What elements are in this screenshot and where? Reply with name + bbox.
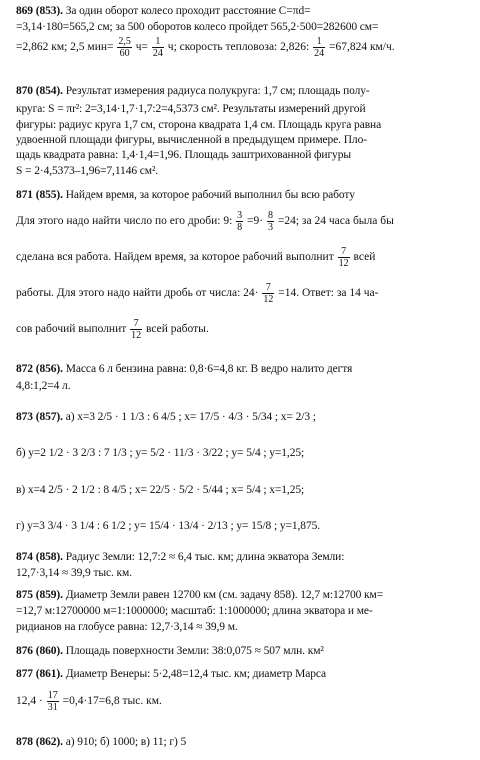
numerator: 2,5 — [118, 36, 131, 47]
numerator: 1 — [313, 36, 325, 48]
problem-number: 876 (860). — [16, 645, 63, 657]
numerator: 1 — [152, 36, 164, 48]
text: 12,4 · — [16, 695, 43, 708]
problem-874-line2: 12,7·3,14 ≈ 39,9 тыс. км. — [16, 567, 132, 579]
text: Площадь поверхности Земли: 38:0,075 ≈ 507 млн. км² — [65, 645, 324, 657]
problem-877-line1 — [16, 667, 326, 681]
fraction — [236, 210, 243, 233]
fraction — [47, 690, 59, 713]
text: =67,824 км/ч. — [328, 41, 395, 54]
problem-869-line3 — [16, 36, 395, 59]
text: а) 910; б) 1000; в) 11; г) 5 — [65, 736, 187, 748]
problem-875-line3: ридианов на глобусе равна: 12,7·3,14 ≈ 39,9 м. — [16, 621, 238, 633]
problem-870-line2: круга: S = πr²: 2=3,14·1,7·1,7:2=4,5373 см². Результаты измерений другой — [16, 103, 366, 115]
problem-875-line1 — [16, 588, 383, 602]
problem-number: 870 (854). — [16, 85, 63, 97]
text: сов рабочий выполнит — [16, 323, 127, 336]
text: Для этого надо найти число по его дроби: 9: — [16, 215, 233, 228]
text: сделана вся работа. Найдем время, за которое рабочий выполнит — [16, 251, 334, 264]
denominator: 12 — [338, 258, 349, 269]
text: ч= — [135, 41, 149, 54]
problem-873-v: в) x=4 2/5 · 2 1/2 : 8 4/5 ; x= 22/5 · 5/2 · 5/44 ; x= 5/4 ; x=1,25; — [16, 484, 305, 496]
problem-872-line2: 4,8:1,2=4 л. — [16, 380, 71, 392]
problem-871-line4 — [16, 282, 378, 305]
text: =24; за 24 часа была бы — [277, 215, 394, 228]
text: За один оборот колесо проходит расстояние C=πd= — [65, 5, 311, 17]
problem-877-line2 — [16, 690, 162, 713]
problem-871-line1 — [16, 188, 355, 202]
text: =2,862 км; 2,5 мин= — [16, 41, 114, 54]
text: а) x=3 2/5 · 1 1/3 : 6 4/5 ; x= 17/5 · 4/3 · 5/34 ; x= 2/3 ; — [65, 411, 316, 423]
text: Диаметр Венеры: 5·2,48=12,4 тыс. км; диаметр Марса — [65, 668, 327, 680]
denominator: 8 — [237, 222, 243, 233]
problem-871-line3 — [16, 246, 375, 269]
problem-869-line1 — [16, 4, 311, 18]
numerator: 7 — [338, 246, 350, 258]
denominator: 24 — [152, 48, 163, 59]
denominator: 31 — [47, 702, 58, 713]
problem-870-line4: удвоенной площади фигуры, вычисленной в предыдущем примере. Пло- — [16, 134, 367, 146]
denominator: 60 — [119, 48, 130, 59]
problem-869-line2: =3,14·180=565,2 см; за 500 оборотов колесо пройдет 565,2·500=282600 см= — [16, 21, 379, 33]
problem-number: 871 (855). — [16, 189, 63, 201]
problem-number: 874 (858). — [16, 551, 63, 563]
problem-871-line2 — [16, 210, 394, 233]
denominator: 3 — [268, 222, 273, 233]
text: =14. Ответ: за 14 ча- — [278, 287, 379, 300]
text: =0,4·17=6,8 тыс. км. — [62, 695, 162, 708]
problem-number: 875 (859). — [16, 589, 63, 601]
numerator: 3 — [237, 210, 243, 221]
text: Диаметр Земли равен 12700 км (см. задачу 858). 12,7 м:12700 км= — [65, 589, 384, 601]
text: всей — [353, 251, 376, 264]
problem-876-line1 — [16, 644, 324, 658]
numerator: 7 — [262, 282, 274, 294]
problem-number: 872 (856). — [16, 363, 63, 375]
numerator: 7 — [130, 318, 142, 330]
text: Найдем время, за которое рабочий выполнил бы всю работу — [65, 189, 355, 201]
fraction — [262, 282, 274, 305]
fraction — [117, 36, 132, 59]
fraction — [267, 210, 274, 233]
problem-number: 877 (861). — [16, 668, 63, 680]
denominator: 12 — [263, 294, 274, 305]
problem-878-line1 — [16, 735, 186, 749]
fraction — [130, 318, 142, 341]
problem-875-line2: =12,7 м:12700000 м=1:1000000; масштаб: 1:1000000; длина экватора и ме- — [16, 605, 373, 617]
problem-number: 878 (862). — [16, 736, 63, 748]
fraction — [338, 246, 350, 269]
text: Радиус Земли: 12,7:2 ≈ 6,4 тыс. км; длина экватора Земли: — [65, 551, 345, 563]
problem-number: 869 (853). — [16, 5, 63, 17]
problem-873-b: б) y=2 1/2 · 3 2/3 : 7 1/3 ; y= 5/2 · 11/3 · 3/22 ; y= 5/4 ; y=1,25; — [16, 447, 305, 459]
problem-number: 873 (857). — [16, 411, 63, 423]
problem-870-line3: фигуры: радиус круга 1,7 см, сторона квадрата 1,4 см. Площадь круга равна — [16, 119, 382, 131]
problem-870-line1 — [16, 84, 370, 98]
problem-870-line6: S = 2·4,5373–1,96=7,1146 см². — [16, 165, 159, 177]
text: работы. Для этого надо найти дробь от числа: 24· — [16, 287, 259, 300]
text: ч; скорость тепловоза: 2,826: — [167, 41, 310, 54]
text: Масса 6 л бензина равна: 0,8·6=4,8 кг. В ведро налито дегтя — [65, 363, 353, 375]
problem-873-g: г) y=3 3/4 · 3 1/4 : 6 1/2 ; y= 15/4 · 13/4 · 2/13 ; y= 15/8 ; y=1,875. — [16, 520, 321, 532]
numerator: 8 — [268, 210, 273, 221]
problem-872-line1 — [16, 362, 352, 376]
problem-874-line1 — [16, 550, 344, 564]
text: Результат измерения радиуса полукруга: 1,7 см; площадь полу- — [65, 85, 370, 97]
text: всей работы. — [146, 323, 209, 336]
denominator: 12 — [131, 330, 142, 341]
numerator: 17 — [47, 690, 58, 701]
problem-873-a — [16, 410, 316, 424]
denominator: 24 — [314, 48, 325, 59]
text: =9· — [247, 215, 264, 228]
problem-870-line5: щадь квадрата равна: 1,4·1,4=1,96. Площадь заштрихованной фигуры — [16, 149, 351, 161]
problem-871-line5 — [16, 318, 209, 341]
fraction — [313, 36, 325, 59]
fraction — [152, 36, 164, 59]
